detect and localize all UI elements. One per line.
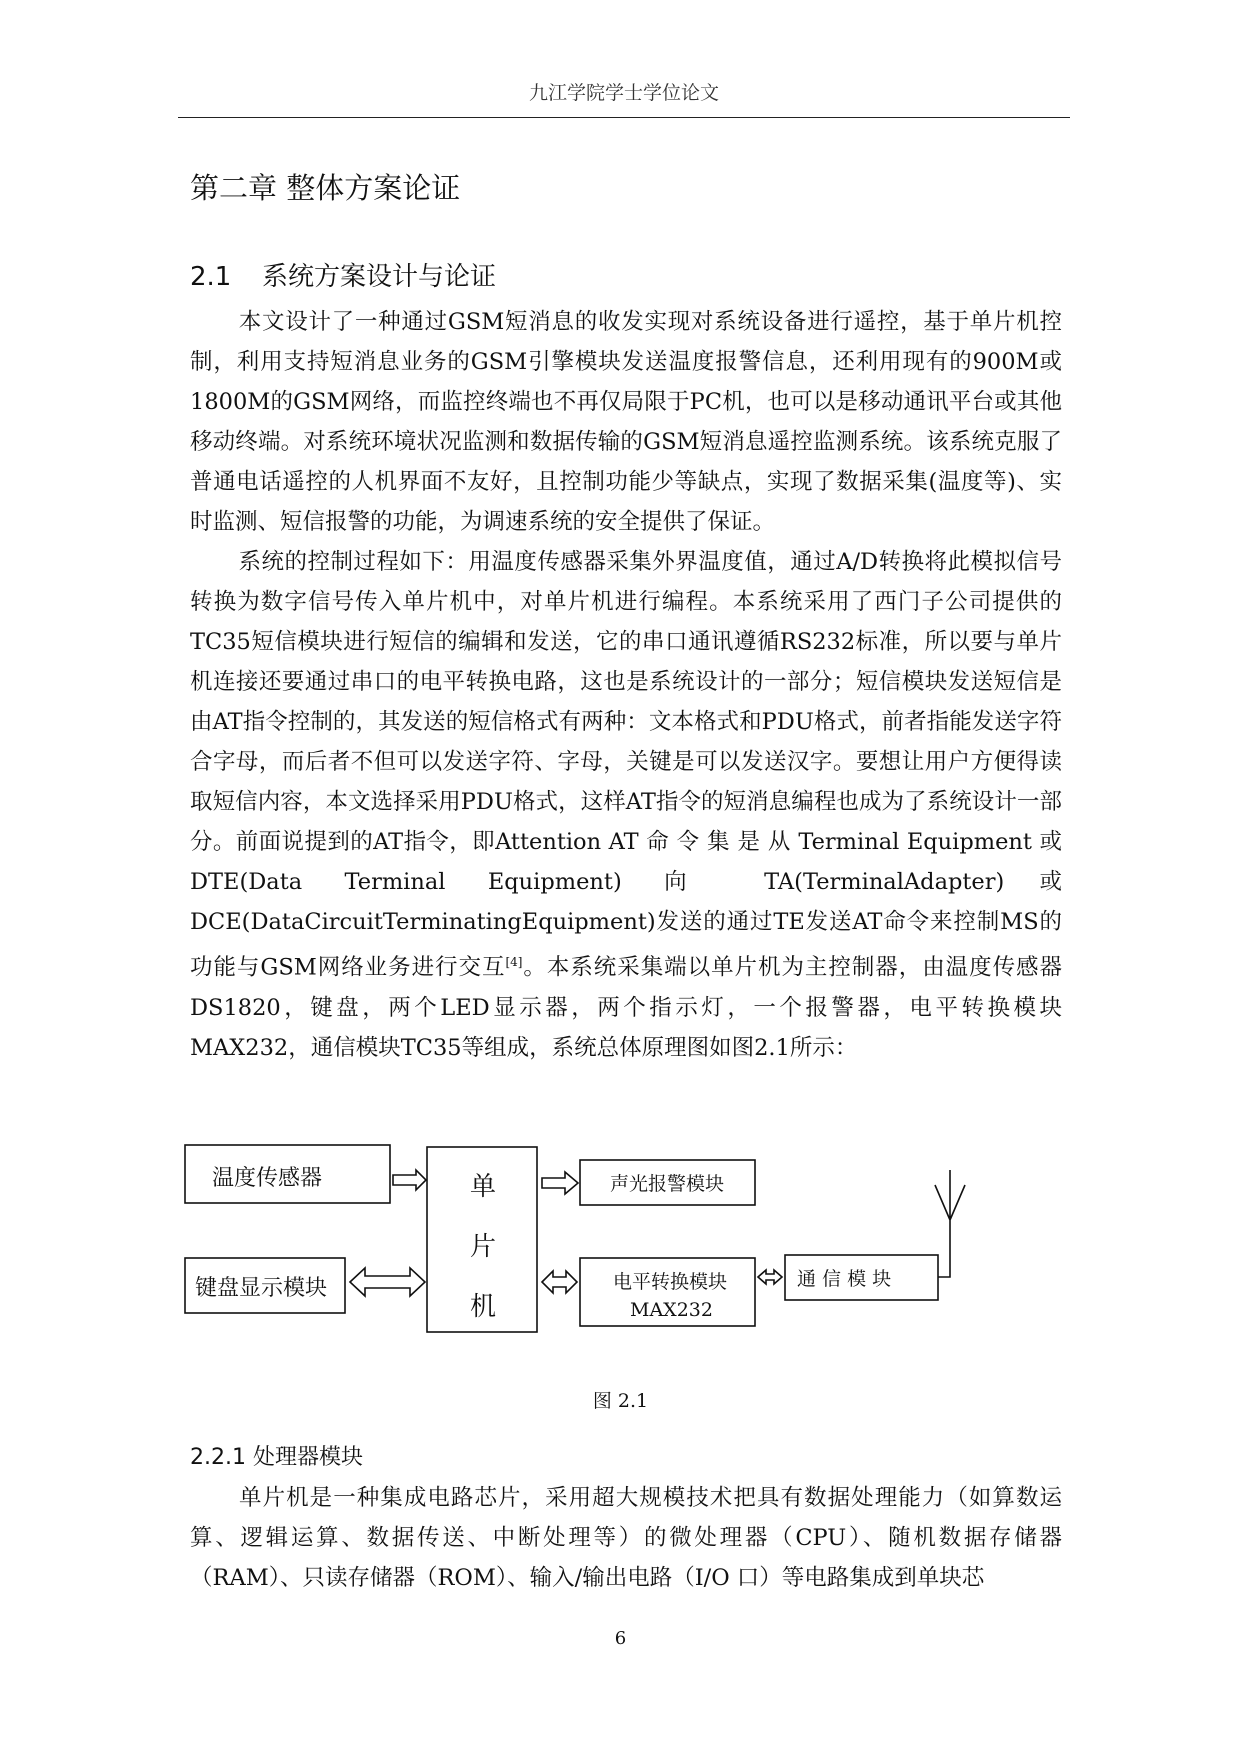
alarm-label: 声光报警模块 (610, 1173, 725, 1195)
arrow-sensor-to-mcu (393, 1170, 426, 1190)
subsection-title: 2.2.1 处理器模块 (190, 1445, 363, 1470)
level-shift-label-2: MAX232 (630, 1299, 713, 1321)
antenna-icon (935, 1170, 965, 1277)
citation-ref: [4] (505, 955, 523, 969)
paragraph-2 (190, 542, 1062, 1068)
section-title: 系统方案设计与论证 (262, 262, 497, 292)
system-block-diagram (180, 1140, 1080, 1370)
level-shift-label-1: 电平转换模块 (613, 1271, 728, 1293)
arrow-mcu-to-alarm (542, 1172, 578, 1194)
page-number: 6 (614, 1628, 627, 1649)
arrow-levelshift-comm (758, 1270, 782, 1284)
header-rule (178, 117, 1070, 118)
arrow-mcu-levelshift (542, 1271, 577, 1293)
paragraph-1 (190, 302, 1062, 542)
temp-sensor-label: 温度传感器 (212, 1166, 323, 1191)
section-heading (190, 256, 496, 293)
running-header: 九江学院学士学位论文 (528, 82, 719, 104)
paragraph-2-text: 系统的控制过程如下：用温度传感器采集外界温度值，通过A/D转换将此模拟信号转换为数字信号传入单片机中，对单片机进行编程。本系统采用了西门子公司提供的TC35短信模块进行短信的编辑和发送，它的串口通讯遵循RS232标准，所以要与单片机连接还要通过串口的电平转换电路，这也是系统设计的一部分；短信模块发送短信是由AT指令控制的，其发送的短信格式有两种：文本格式和PDU格式，前者指能发送字符合字母，而后者不但可以发送字符、字母，关键是可以发送汉字。要想让用户方便得读取短信内容，本文选择采用PDU格式，这样AT指令的短消息编程也成为了系统设计一部分。前面说提到的AT指令，即Attention AT 命 令 集 是 从 Terminal Equipment 或 DTE(Data Terminal Equipment) 向 TA(TerminalAdapter)或DCE(DataCircuitTerminatingEquipment)发送的通过TE发送AT命令来控制MS的功能与GSM网络业务进行交互 (190, 549, 1062, 981)
comm-label: 通 信 模 块 (797, 1268, 892, 1290)
arrow-keyboard-mcu (350, 1268, 425, 1296)
figure-caption: 图 2.1 (592, 1390, 649, 1412)
paragraph-3-text: 单片机是一种集成电路芯片，采用超大规模技术把具有数据处理能力（如算数运算、逻辑运算、数据传送、中断处理等）的微处理器（CPU）、随机数据存储器（RAM）、只读存储器（ROM）、输入/输出电路（I/O 口）等电路集成到单块芯 (190, 1485, 1062, 1591)
mcu-label-1: 单 (470, 1172, 497, 1202)
mcu-label-3: 机 (470, 1292, 497, 1322)
keyboard-display-label: 键盘显示模块 (195, 1276, 328, 1301)
paragraph-1-text: 本文设计了一种通过GSM短消息的收发实现对系统设备进行遥控，基于单片机控制，利用支持短消息业务的GSM引擎模块发送温度报警信息，还利用现有的900M或1800M的GSM网络，而监控终端也不再仅局限于PC机，也可以是移动通讯平台或其他移动终端。对系统环境状况监测和数据传输的GSM短消息遥控监测系统。该系统克服了普通电话遥控的人机界面不友好，且控制功能少等缺点，实现了数据采集(温度等)、实时监测、短信报警的功能，为调速系统的安全提供了保证。 (190, 309, 1062, 535)
section-number: 2.1 (190, 262, 232, 292)
mcu-label-2: 片 (470, 1232, 497, 1262)
chapter-title: 第二章 整体方案论证 (190, 171, 461, 205)
paragraph-3 (190, 1478, 1062, 1598)
paragraph-2-text-end: 。本系统采集端以单片机为主控制器，由温度传感器DS1820，键盘，两个LED显示器，两个指示灯，一个报警器，电平转换模块MAX232，通信模块TC35等组成，系统总体原理图如图2.1所示： (190, 954, 1062, 1061)
